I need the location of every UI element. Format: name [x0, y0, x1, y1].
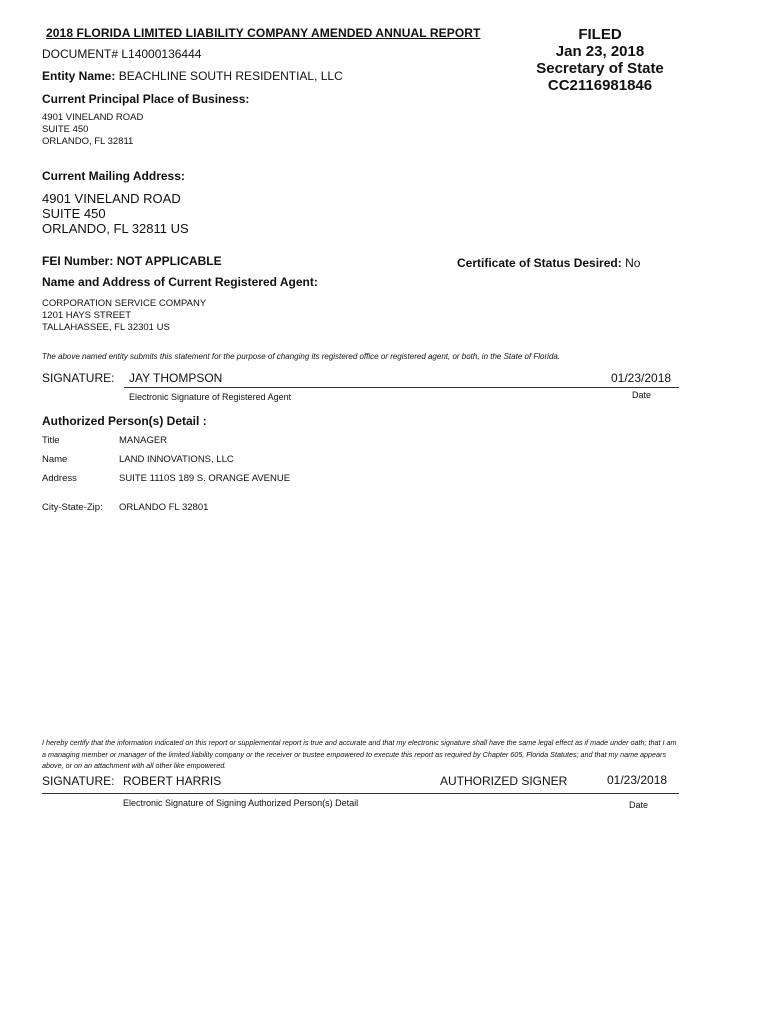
detail-address-value: SUITE 1110S 189 S. ORANGE AVENUE	[119, 473, 291, 484]
entity-name: BEACHLINE SOUTH RESIDENTIAL, LLC	[118, 69, 343, 83]
agent-signature-label: SIGNATURE:	[42, 371, 115, 385]
certificate-status-line	[457, 256, 640, 270]
agent-address-line: CORPORATION SERVICE COMPANY	[42, 298, 207, 309]
detail-title-label: Title	[42, 435, 60, 446]
signer-signature-caption: Electronic Signature of Signing Authorized Person(s) Detail	[123, 798, 359, 808]
fei-value: NOT APPLICABLE	[116, 254, 222, 268]
signer-signature-line	[42, 793, 679, 794]
principal-address-line: SUITE 450	[42, 124, 89, 135]
detail-city-state-zip-label: City-State-Zip:	[42, 502, 103, 513]
agent-signature-caption: Electronic Signature of Registered Agent	[129, 392, 292, 402]
filed-control-number: CC2116981846	[547, 77, 653, 94]
signer-signature-name: ROBERT HARRIS	[123, 774, 222, 788]
mailing-address-label: Current Mailing Address:	[42, 169, 185, 183]
filed-label: FILED	[578, 26, 622, 43]
registered-agent-address	[42, 298, 206, 334]
mailing-address-line: 4901 VINELAND ROAD	[42, 191, 181, 206]
entity-name-line	[42, 69, 343, 83]
signer-date-caption: Date	[629, 800, 649, 810]
agent-signature-line	[124, 387, 679, 388]
report-title: 2018 FLORIDA LIMITED LIABILITY COMPANY AMENDED ANNUAL REPORT	[46, 26, 481, 40]
filed-office: Secretary of State	[536, 60, 664, 77]
agent-address-line: 1201 HAYS STREET	[42, 310, 132, 321]
principal-place-label: Current Principal Place of Business:	[42, 92, 250, 106]
document-number-line	[42, 47, 201, 61]
certificate-status-value: No	[625, 256, 641, 270]
registered-agent-label: Name and Address of Current Registered Agent:	[42, 275, 318, 289]
agent-date-caption: Date	[632, 390, 652, 400]
principal-address-line: ORLANDO, FL 32811	[42, 136, 134, 147]
agent-statement: The above named entity submits this statement for the purpose of changing its registered office or registered agent, or both, in the State of Florida.	[42, 352, 561, 361]
mailing-address-line: ORLANDO, FL 32811 US	[42, 221, 189, 236]
document-number: L14000136444	[121, 47, 202, 61]
principal-place-address	[42, 112, 143, 148]
document-label: DOCUMENT#	[42, 47, 119, 61]
filed-stamp	[520, 26, 680, 94]
agent-address-line: TALLAHASSEE, FL 32301 US	[42, 322, 170, 333]
entity-label: Entity Name:	[42, 69, 116, 83]
authorized-persons-label: Authorized Person(s) Detail :	[42, 414, 207, 428]
filed-date: Jan 23, 2018	[555, 43, 645, 60]
certificate-status-label: Certificate of Status Desired:	[457, 256, 622, 270]
principal-address-line: 4901 VINELAND ROAD	[42, 112, 144, 123]
mailing-address	[42, 191, 189, 236]
detail-city-state-zip-value: ORLANDO FL 32801	[119, 502, 209, 513]
agent-signature-date: 01/23/2018	[611, 371, 672, 385]
certification-statement: I hereby certify that the information indicated on this report or supplemental report is true and accurate and that my electronic signature shall have the same legal effect as if made under oath; that I am a managing member or manager of the limited liability company or the receiver or trustee empowered to execute this report as required by Chapter 605, Florida Statutes; and that my name appears above, or on an attachment with all other like empowered.	[42, 738, 677, 770]
signer-role: AUTHORIZED SIGNER	[440, 774, 568, 788]
fei-label: FEI Number:	[42, 254, 114, 268]
signer-signature-date: 01/23/2018	[607, 773, 668, 787]
detail-title-value: MANAGER	[119, 435, 168, 446]
mailing-address-line: SUITE 450	[42, 206, 106, 221]
fei-number-line	[42, 254, 222, 268]
agent-signature-name: JAY THOMPSON	[129, 371, 223, 385]
detail-name-value: LAND INNOVATIONS, LLC	[119, 454, 234, 465]
detail-address-label: Address	[42, 473, 77, 484]
signer-signature-label: SIGNATURE:	[42, 774, 115, 788]
detail-name-label: Name	[42, 454, 68, 465]
